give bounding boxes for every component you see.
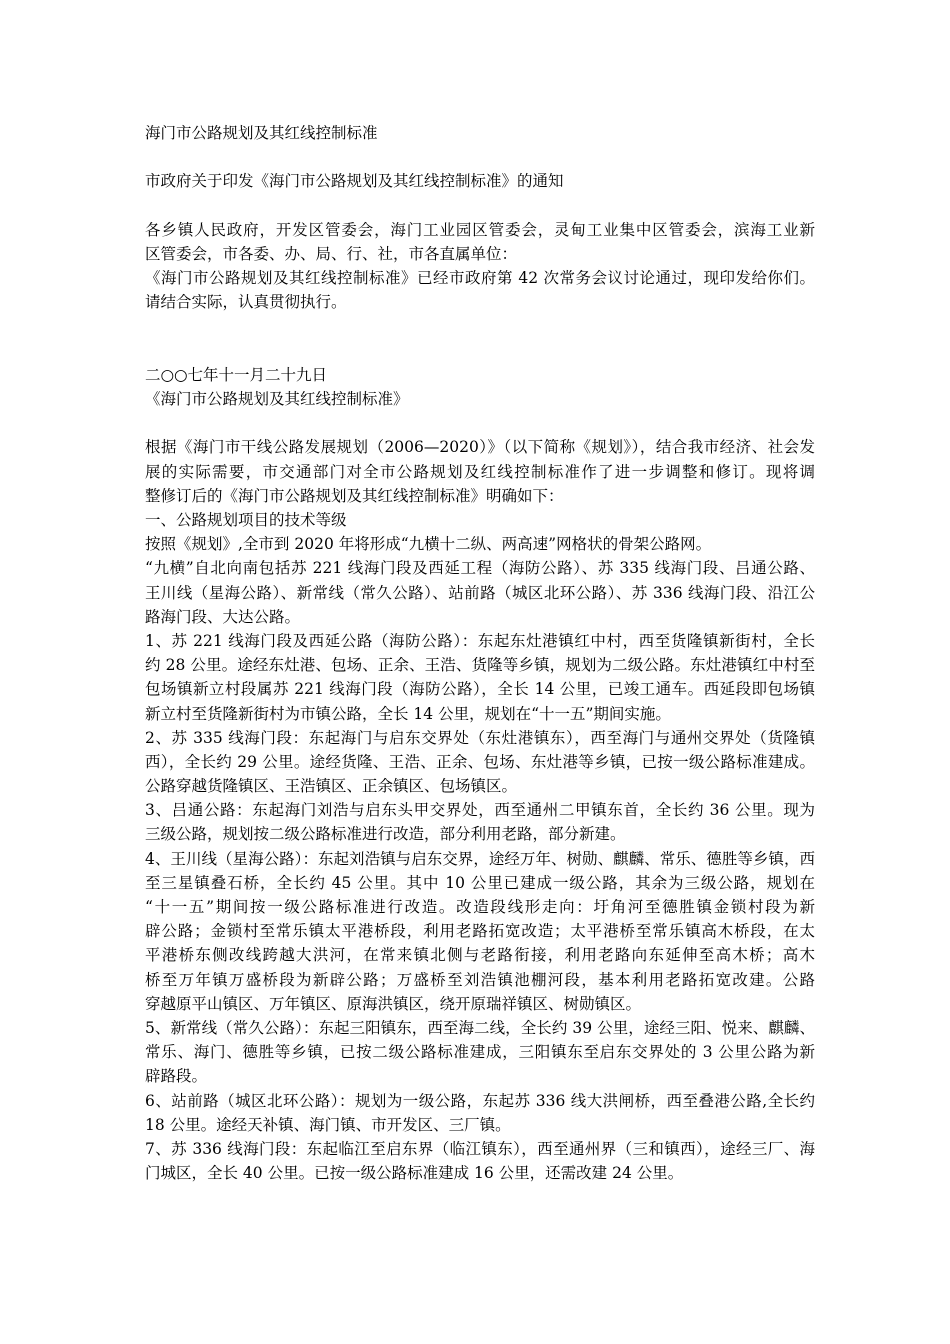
item-1-paragraph xyxy=(145,629,815,726)
text-line: 穿越原平山镇区、万年镇区、原海洪镇区，绕开原瑞祥镇区、树勋镇区。 xyxy=(145,994,642,1013)
text-line: 桥至万年镇万盛桥段为新辟公路；万盛桥至刘浩镇池棚河段，基本利用老路拓宽改建。公路 xyxy=(145,970,815,989)
text-line: 展的实际需要，市交通部门对全市公路规划及红线控制标准作了进一步调整和修订。现将调 xyxy=(145,462,815,481)
notice-body-paragraph xyxy=(145,266,815,314)
text-line: 平港桥东侧改线跨越大洪河，在常来镇北侧与老路衔接，利用老路向东延伸至高木桥；高木 xyxy=(145,946,815,965)
text-line: 5、新常线（常久公路）：东起三阳镇东，西至海二线，全长约 39 公里，途经三阳、悦来、麒麟、 xyxy=(145,1018,815,1037)
addressee-paragraph xyxy=(145,218,815,266)
text-line: 7、苏 336 线海门段：东起临江至启东界（临江镇东），西至通州界（三和镇西），途经三厂、海 xyxy=(145,1139,815,1158)
nine-horizontal-paragraph xyxy=(145,556,815,629)
document-page xyxy=(145,121,815,1185)
notice-title: 市政府关于印发《海门市公路规划及其红线控制标准》的通知 xyxy=(145,172,564,191)
item-5-paragraph xyxy=(145,1016,815,1089)
text-line: 常乐、海门、德胜等乡镇，已按二级公路标准建成，三阳镇东至启东交界处的 3 公里公路为新 xyxy=(145,1043,815,1062)
text-line: 请结合实际，认真贯彻执行。 xyxy=(145,293,347,312)
item-2-paragraph xyxy=(145,726,815,799)
text-line: 三级公路，规划按二级公路标准进行改造，部分利用老路，部分新建。 xyxy=(145,825,626,844)
text-line: 约 28 公里。途经东灶港、包场、正余、王浩、货隆等乡镇，规划为二级公路。东灶港镇红中村至 xyxy=(145,656,815,675)
text-line: “十一五”期间按一级公路标准进行改造。改造段线形走向：圩角河至德胜镇金锁村段为新 xyxy=(145,898,815,916)
item-6-paragraph xyxy=(145,1089,815,1137)
standard-title: 《海门市公路规划及其红线控制标准》 xyxy=(145,390,409,409)
intro-paragraph xyxy=(145,435,815,508)
item-3-paragraph xyxy=(145,798,815,846)
document-title: 海门市公路规划及其红线控制标准 xyxy=(145,124,378,142)
notice-date: 二○○七年十一月二十九日 xyxy=(145,365,328,384)
text-line: 辟路段。 xyxy=(145,1067,208,1086)
text-line: 公路穿越货隆镇区、王浩镇区、正余镇区、包场镇区。 xyxy=(145,777,518,796)
text-line: 6、站前路（城区北环公路）：规划为一级公路，东起苏 336 线大洪闸桥，西至叠港公路,全长约 xyxy=(145,1091,815,1110)
text-line: 整修订后的《海门市公路规划及其红线控制标准》明确如下： xyxy=(145,486,564,505)
text-line: 《海门市公路规划及其红线控制标准》已经市政府第 42 次常务会议讨论通过，现印发给你们。 xyxy=(145,269,815,288)
text-line: 新立村至货隆新街村为市镇公路，全长 14 公里，规划在“十一五”期间实施。 xyxy=(145,704,671,723)
text-line: 1、苏 221 线海门段及西延公路（海防公路）：东起东灶港镇红中村，西至货隆镇新街村，全长 xyxy=(145,631,815,650)
text-line: 各乡镇人民政府，开发区管委会，海门工业园区管委会，灵甸工业集中区管委会，滨海工业新 xyxy=(145,220,815,239)
text-line: 根据《海门市干线公路发展规划（2006—2020）》（以下简称《规划》），结合我市经济、社会发 xyxy=(145,438,815,457)
text-line: 至三星镇叠石桥，全长约 45 公里。其中 10 公里已建成一级公路，其余为三级公路，规划在 xyxy=(145,873,815,892)
text-line: 辟公路；金锁村至常乐镇太平港桥段，利用老路拓宽改造；太平港桥至常乐镇高木桥段，在太 xyxy=(145,922,815,941)
item-7-paragraph xyxy=(145,1137,815,1185)
text-line: 4、王川线（星海公路）：东起刘浩镇与启东交界，途经万年、树勋、麒麟、常乐、德胜等乡镇，西 xyxy=(145,849,815,868)
text-line: 王川线（星海公路）、新常线（常久公路）、站前路（城区北环公路）、苏 336 线海门段、沿江公 xyxy=(145,583,815,602)
plan-paragraph: 按照《规划》,全市到 2020 年将形成“九横十二纵、两高速”网格状的骨架公路网。 xyxy=(145,535,712,554)
text-line: 门城区，全长 40 公里。已按一级公路标准建成 16 公里，还需改建 24 公里。 xyxy=(145,1164,684,1183)
text-line: 路海门段、大达公路。 xyxy=(145,607,301,626)
text-line: 包场镇新立村段属苏 221 线海门段（海防公路），全长 14 公里，已竣工通车。西延段即包场镇 xyxy=(145,680,815,699)
text-line: 2、苏 335 线海门段：东起海门与启东交界处（东灶港镇东），西至海门与通州交界处（货隆镇 xyxy=(145,728,815,747)
text-line: 区管委会，市各委、办、局、行、社，市各直属单位： xyxy=(145,244,518,263)
text-line: 3、吕通公路：东起海门刘浩与启东头甲交界处，西至通州二甲镇东首，全长约 36 公里。现为 xyxy=(145,801,815,820)
text-line: 18 公里。途经天补镇、海门镇、市开发区、三厂镇。 xyxy=(145,1115,511,1134)
item-4-paragraph xyxy=(145,847,815,1016)
text-line: “九横”自北向南包括苏 221 线海门段及西延工程（海防公路）、苏 335 线海门段、吕通公路、 xyxy=(145,559,815,578)
section-heading: 一、公路规划项目的技术等级 xyxy=(145,511,347,529)
text-line: 西），全长约 29 公里。途经货隆、王浩、正余、包场、东灶港等乡镇，已按一级公路标准建成。 xyxy=(145,752,815,771)
